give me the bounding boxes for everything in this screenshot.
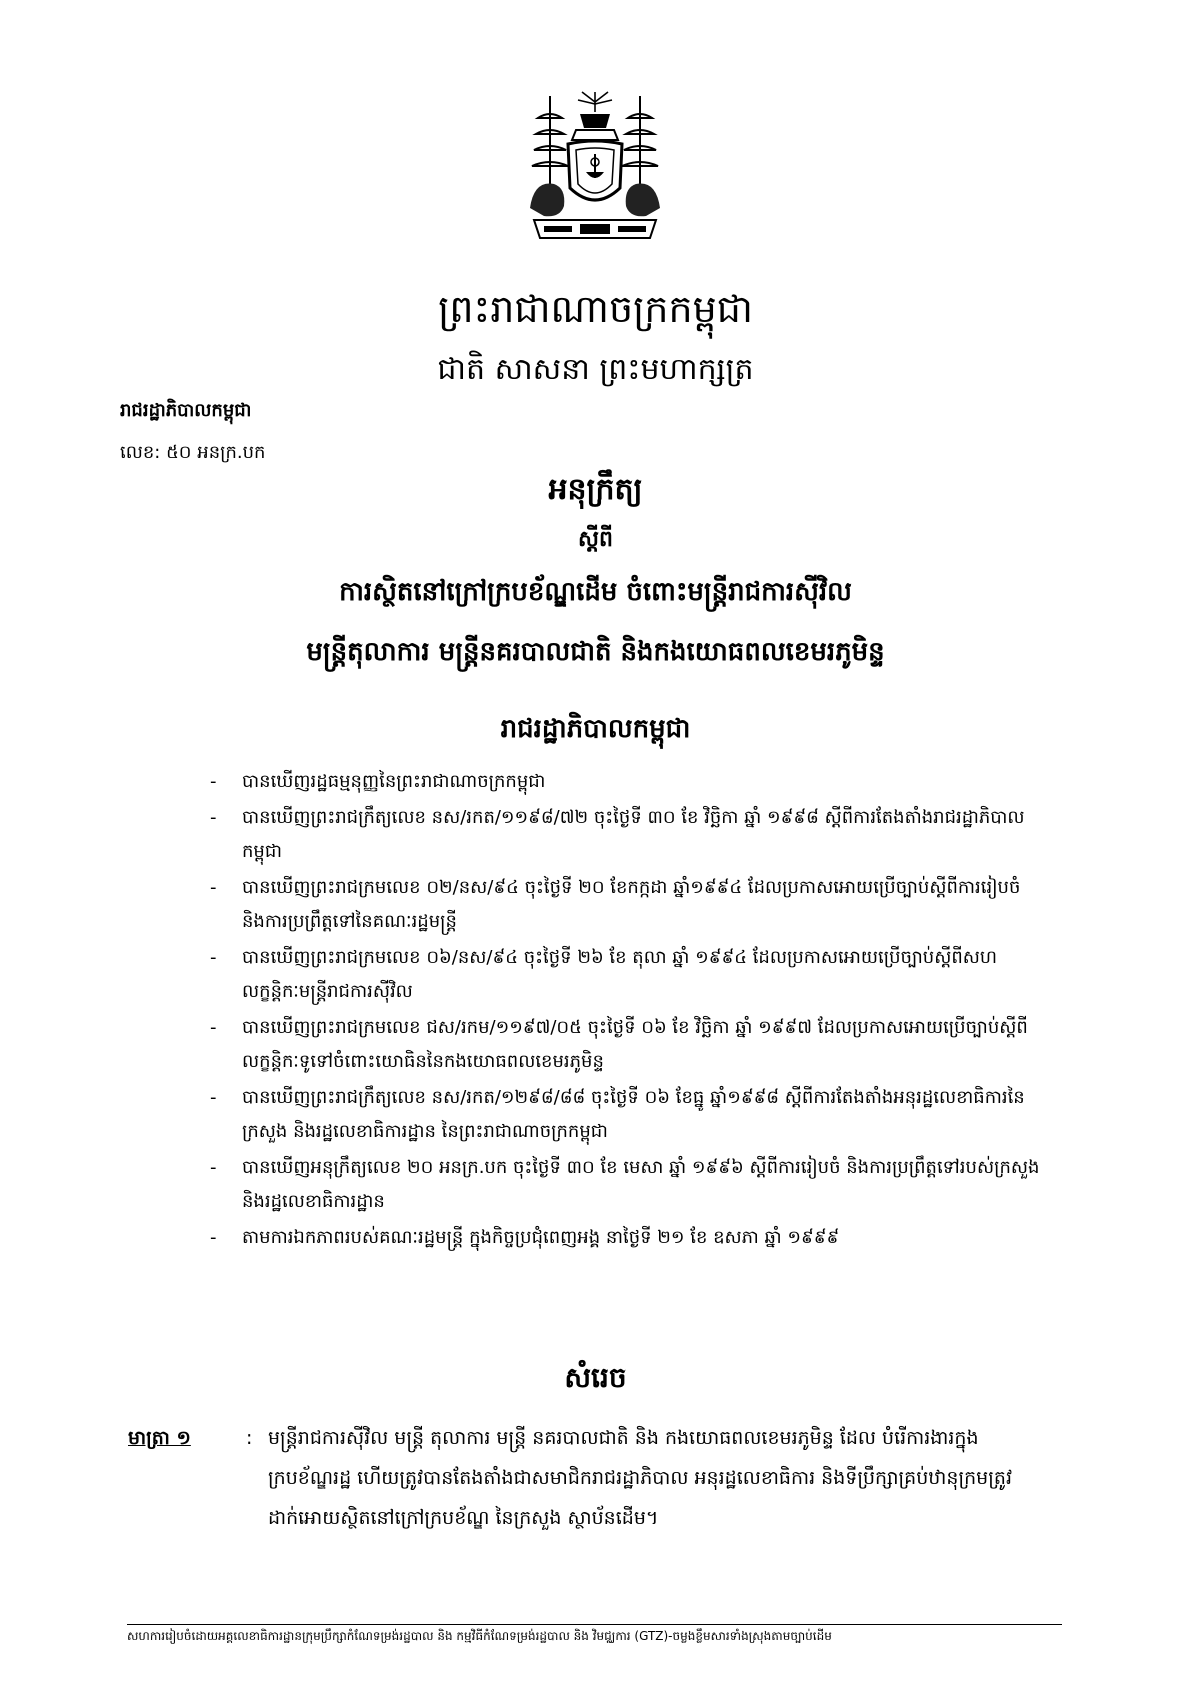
document-about: ស្ដីពី [578,527,613,552]
decision-heading: សំរេច [564,1361,627,1394]
footer-divider [127,1624,1062,1625]
article-1 [128,1418,1038,1538]
kingdom-name: ព្រះរាជាណាចក្រកម្ពុជា [438,287,753,331]
issuing-authority: រាជរដ្ឋាភិបាលកម្ពុជា [120,400,252,421]
national-motto: ជាតិ សាសនា ព្រះមហាក្សត្រ [437,352,754,387]
preamble-item: - បានឃើញអនុក្រឹត្យលេខ ២០ អនក្រ.បក ចុះថ្ងៃទី ៣០ ខែ មេសា ឆ្នាំ ១៩៩៦ ស្ដីពីការរៀបចំ និងការប្រព្រឹត្តទៅរបស់ក្រសួង និងរដ្ឋលេខាធិការដ្ឋាន [210,1157,1040,1212]
preamble-item: - បានឃើញព្រះរាជក្រមលេខ ០៦/នស/៩៤ ចុះថ្ងៃទី ២៦ ខែ តុលា ឆ្នាំ ១៩៩៤ ដែលប្រកាសអោយប្រើច្បាប់ស្ដីពីសហលក្ខន្តិកៈមន្ត្រីរាជការស៊ីវិល [210,947,998,1002]
article-text: មន្ត្រីរាជការស៊ីវិល មន្ត្រី តុលាការ មន្ត្រី នគរបាលជាតិ និង កងយោធពលខេមរភូមិន្ទ ដែល បំរើការងារក្នុងក្របខ័ណ្ឌរដ្ឋ ហើយត្រូវបានតែងតាំងជាសមាជិករាជរដ្ឋាភិបាល អនុរដ្ឋលេខាធិការ និងទីប្រឹក្សាគ្រប់ឋានុក្រមត្រូវដាក់អោយស្ថិតនៅក្រៅក្របខ័ណ្ឌ នៃក្រសួង ស្ថាប័នដើម។ [268,1427,1012,1529]
government-heading: រាជរដ្ឋាភិបាលកម្ពុជា [500,714,691,744]
preamble-item: - តាមការឯកភាពរបស់គណៈរដ្ឋមន្ត្រី ក្នុងកិច្ចប្រជុំពេញអង្គ នាថ្ងៃទី ២១ ខែ ឧសភា ឆ្នាំ ១៩៩៩ [210,1227,840,1248]
preamble-item: - បានឃើញព្រះរាជក្រមលេខ ០២/នស/៩៤ ចុះថ្ងៃទី ២០ ខែកក្កដា ឆ្នាំ១៩៩៤ ដែលប្រកាសអោយប្រើច្បាប់ស្ដីពីការរៀបចំ និងការប្រព្រឹត្តទៅនៃគណៈរដ្ឋមន្ត្រី [210,877,1021,932]
preamble-item: - បានឃើញព្រះរាជក្រមលេខ ជស/រកម/១១៩៧/០៥ ចុះថ្ងៃទី ០៦ ខែ វិច្ឆិកា ឆ្នាំ ១៩៩៧ ដែលប្រកាសអោយប្រើច្បាប់ស្ដីពី លក្ខន្តិកៈទូទៅចំពោះយោធិននៃកងយោធពលខេមរភូមិន្ទ [210,1017,1028,1072]
footer-note: សហការរៀបចំដោយអគ្គលេខាធិការដ្ឋានក្រុមប្រឹក្សាកំណែទម្រង់រដ្ឋបាល និង កម្មវិធីកំណែទម្រង់រដ្ឋបាល និង វិមជ្ឈការ (GTZ)-ចម្លងខ្លឹមសារទាំងស្រុងតាមច្បាប់ដើម [127,1629,832,1643]
document-subject-line1: ការស្ថិតនៅក្រៅក្របខ័ណ្ឌដើម ចំពោះមន្ត្រីរាជការស៊ីវិល [339,577,852,607]
royal-coat-of-arms-icon [520,88,670,248]
preamble-item: - បានឃើញរដ្ឋធម្មនុញ្ញនៃព្រះរាជាណាចក្រកម្ពុជា [210,771,546,792]
document-type: អនុក្រឹត្យ [548,472,643,507]
preamble-list [210,765,1040,1257]
article-label: មាត្រា ១ [128,1427,191,1449]
article-colon: : [246,1427,253,1449]
document-subject-line2: មន្ត្រីតុលាការ មន្ត្រីនគរបាលជាតិ និងកងយោធពលខេមរភូមិន្ទ [306,637,885,667]
reference-number: លេខ: ៥០ អនក្រ.បក [120,442,266,463]
preamble-item: - បានឃើញព្រះរាជក្រឹត្យលេខ នស/រកត/១១៩៨/៧២ ចុះថ្ងៃទី ៣០ ខែ វិច្ឆិកា ឆ្នាំ ១៩៩៨ ស្ដីពីការតែងតាំងរាជរដ្ឋាភិបាលកម្ពុជា [210,807,1025,862]
preamble-item: - បានឃើញព្រះរាជក្រឹត្យលេខ នស/រកត/១២៩៨/៨៨ ចុះថ្ងៃទី ០៦ ខែធ្នូ ឆ្នាំ១៩៩៨ ស្ដីពីការតែងតាំងអនុរដ្ឋលេខាធិការនៃក្រសួង និងរដ្ឋលេខាធិការដ្ឋាន នៃព្រះរាជាណាចក្រកម្ពុជា [210,1087,1025,1142]
